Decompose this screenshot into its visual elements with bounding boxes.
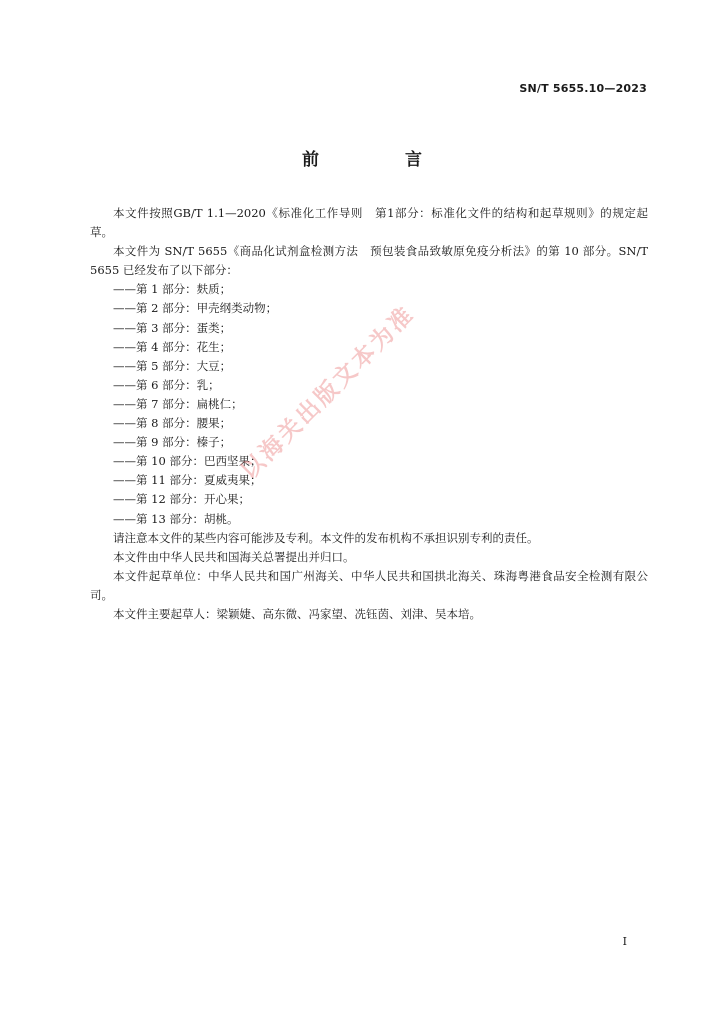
- list-item: ——第 1 部分：麸质；: [113, 282, 232, 297]
- paragraph-proposer: 本文件由中华人民共和国海关总署提出并归口。: [113, 549, 355, 564]
- list-item: ——第 8 部分：腰果；: [113, 416, 232, 431]
- paragraph-drafting-basis: 本文件按照GB/T 1.1—2020《标准化工作导则 第1部分：标准化文件的结构和起草规则》的规定起草。: [90, 206, 648, 240]
- list-item: ——第 11 部分：夏威夷果；: [113, 473, 262, 488]
- list-item: ——第 4 部分：花生；: [113, 339, 232, 354]
- list-item: ——第 5 部分：大豆；: [113, 358, 232, 373]
- paragraph-drafting-units: 本文件起草单位：中华人民共和国广州海关、中华人民共和国拱北海关、珠海粤港食品安全检测有限公司。: [90, 568, 648, 602]
- list-item: ——第 10 部分：巴西坚果；: [113, 454, 262, 469]
- page-title: 前 言: [302, 150, 462, 170]
- list-item: ——第 7 部分：扁桃仁；: [113, 396, 243, 411]
- document-body: [90, 204, 648, 624]
- page-number: I: [622, 935, 627, 948]
- watermark: 以海关出版文本为准: [236, 300, 421, 485]
- list-item: ——第 13 部分：胡桃。: [113, 511, 239, 526]
- list-item: ——第 6 部分：乳；: [113, 377, 220, 392]
- list-item: ——第 12 部分：开心果；: [113, 492, 250, 507]
- list-item: ——第 9 部分：榛子；: [113, 435, 232, 450]
- paragraph-series-intro: 本文件为 SN/T 5655《商品化试剂盒检测方法 预包装食品致敏原免疫分析法》的第 10 部分。SN/T 5655 已经发布了以下部分：: [90, 244, 648, 278]
- paragraph-drafters: 本文件主要起草人：梁颖婕、高东微、冯家望、冼钰茵、刘津、吴本培。: [113, 606, 481, 621]
- list-item: ——第 3 部分：蛋类；: [113, 320, 232, 335]
- list-item: ——第 2 部分：甲壳纲类动物；: [113, 301, 278, 316]
- standard-code: SN/T 5655.10—2023: [519, 82, 647, 95]
- paragraph-patent-notice: 请注意本文件的某些内容可能涉及专利。本文件的发布机构不承担识别专利的责任。: [113, 530, 539, 545]
